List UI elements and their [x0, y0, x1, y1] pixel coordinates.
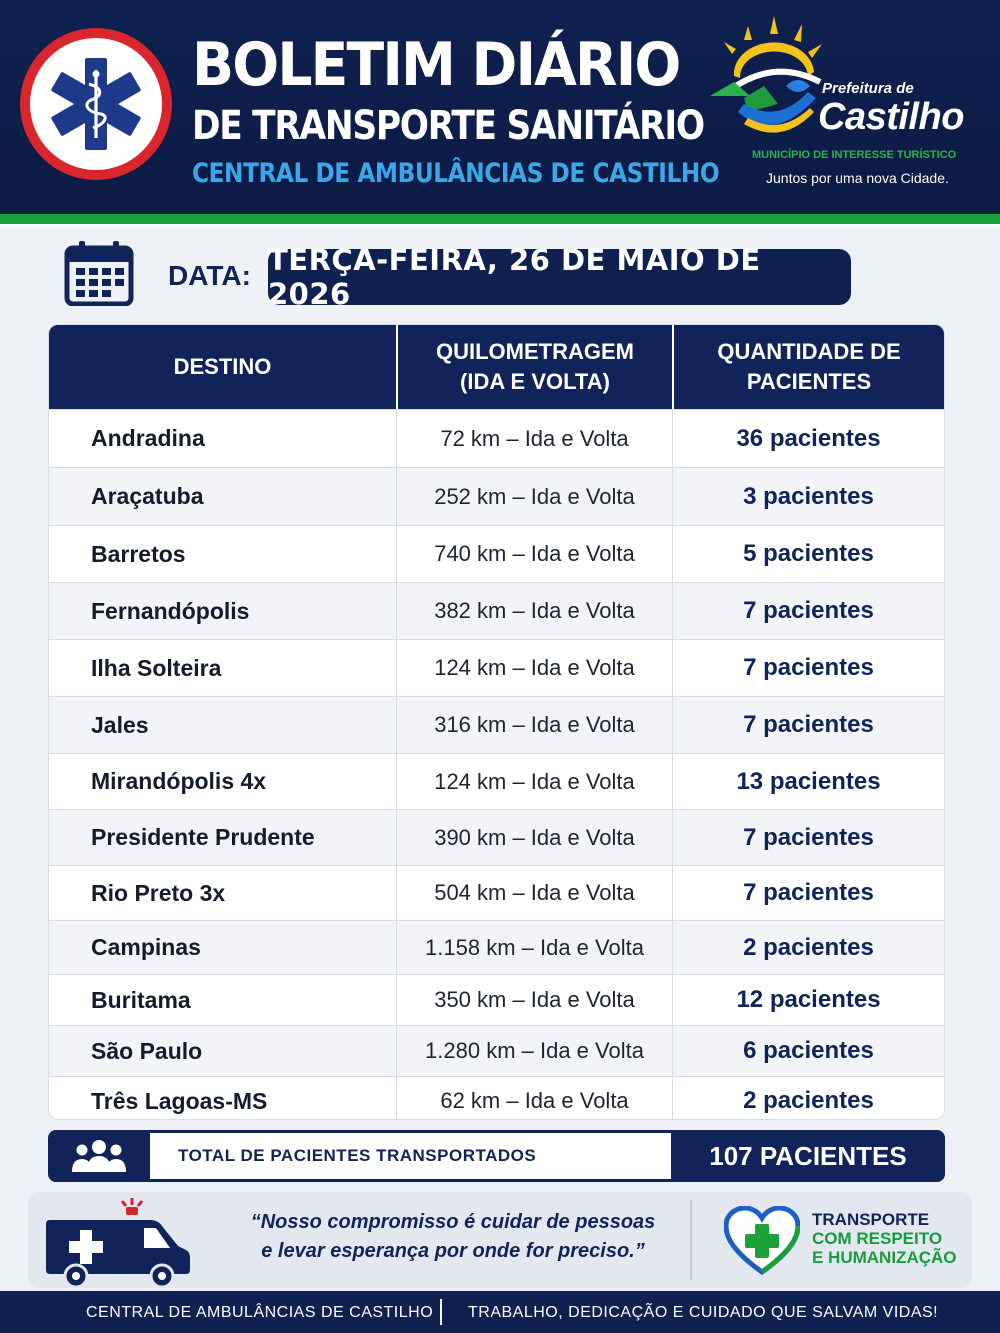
cell-pacientes: 12 pacientes [672, 975, 944, 1025]
heart-cross-icon [724, 1206, 800, 1276]
table-header [49, 325, 944, 409]
table-row [49, 525, 944, 582]
table-row [49, 1025, 944, 1076]
column-header-pacientes: QUANTIDADE DE PACIENTES [672, 325, 944, 409]
cell-quilometragem: 1.158 km – Ida e Volta [396, 921, 672, 974]
header-white-stripe [0, 224, 1000, 227]
calendar-icon [64, 240, 134, 306]
prefeitura-logo [704, 12, 994, 202]
cell-pacientes: 2 pacientes [672, 921, 944, 974]
logo-castilho: Castilho [818, 96, 964, 138]
header [0, 0, 1000, 214]
table-row [49, 809, 944, 865]
cell-quilometragem: 382 km – Ida e Volta [396, 583, 672, 639]
date-label: DATA: [168, 260, 251, 291]
page-title: BOLETIM DIÁRIO [192, 30, 680, 100]
people-group-icon [71, 1138, 127, 1174]
quote-line-2: e levar esperança por onde for preciso.” [261, 1240, 645, 1262]
footer-left-text: CENTRAL DE AMBULÂNCIAS DE CASTILHO [86, 1304, 434, 1321]
cell-destino: Barretos [91, 540, 186, 567]
star-of-life-badge [20, 28, 172, 180]
cell-destino: Três Lagoas-MS [91, 1087, 268, 1114]
cell-pacientes: 2 pacientes [672, 1077, 944, 1120]
cell-destino: São Paulo [91, 1037, 203, 1064]
footer-banner [28, 1192, 972, 1288]
cell-destino: Jales [91, 711, 149, 738]
logo-slogan: Juntos por uma nova Cidade. [766, 170, 949, 186]
cell-pacientes: 7 pacientes [672, 583, 944, 639]
table-row [49, 409, 944, 467]
cell-destino: Andradina [91, 425, 205, 451]
cell-quilometragem: 390 km – Ida e Volta [396, 810, 672, 865]
star-of-life-icon [40, 48, 152, 160]
cell-quilometragem: 1.280 km – Ida e Volta [396, 1026, 672, 1076]
castilho-logo-icon [704, 12, 834, 142]
table-row [49, 1076, 944, 1120]
table-row [49, 639, 944, 696]
total-label: TOTAL DE PACIENTES TRANSPORTADOS [150, 1130, 671, 1182]
cell-pacientes: 7 pacientes [672, 866, 944, 920]
table-row [49, 753, 944, 809]
cell-quilometragem: 124 km – Ida e Volta [396, 640, 672, 696]
table-body [49, 409, 944, 1120]
cell-quilometragem: 62 km – Ida e Volta [396, 1077, 672, 1120]
page-subtitle: DE TRANSPORTE SANITÁRIO [192, 103, 704, 149]
cell-quilometragem: 316 km – Ida e Volta [396, 697, 672, 753]
cell-destino: Presidente Prudente [91, 824, 315, 850]
tagline-line-1: TRANSPORTE [812, 1210, 930, 1229]
cell-destino: Campinas [91, 934, 201, 960]
central-name: CENTRAL DE AMBULÂNCIAS DE CASTILHO [192, 158, 720, 189]
cell-quilometragem: 350 km – Ida e Volta [396, 975, 672, 1025]
cell-destino: Ilha Solteira [91, 654, 222, 681]
cell-pacientes: 5 pacientes [672, 526, 944, 582]
table-row [49, 974, 944, 1025]
cell-pacientes: 6 pacientes [672, 1026, 944, 1076]
cell-quilometragem: 72 km – Ida e Volta [396, 410, 672, 467]
total-bar [48, 1130, 945, 1182]
total-value: 107 PACIENTES [709, 1140, 907, 1171]
cell-pacientes: 3 pacientes [672, 468, 944, 525]
ambulance-icon [46, 1196, 196, 1286]
cell-pacientes: 7 pacientes [672, 810, 944, 865]
transport-table [48, 324, 945, 1120]
date-value: TERÇA-FEIRA, 26 DE MAIO DE 2026 [268, 249, 851, 305]
column-header-quilometragem: QUILOMETRAGEM (IDA E VOLTA) [396, 325, 672, 409]
cell-destino: Buritama [91, 986, 191, 1013]
cell-destino: Araçatuba [91, 483, 204, 509]
tagline-line-3: E HUMANIZAÇÃO [812, 1248, 957, 1267]
table-row [49, 696, 944, 753]
cell-quilometragem: 740 km – Ida e Volta [396, 526, 672, 582]
cell-pacientes: 7 pacientes [672, 697, 944, 753]
header-green-stripe [0, 214, 1000, 224]
footer-right-text: TRABALHO, DEDICAÇÃO E CUIDADO QUE SALVAM VIDAS! [468, 1304, 939, 1321]
cell-pacientes: 13 pacientes [672, 754, 944, 809]
cell-pacientes: 7 pacientes [672, 640, 944, 696]
banner-quote [218, 1208, 688, 1266]
logo-prefeitura: Prefeitura de [822, 80, 914, 97]
cell-quilometragem: 124 km – Ida e Volta [396, 754, 672, 809]
table-row [49, 920, 944, 974]
cell-quilometragem: 252 km – Ida e Volta [396, 468, 672, 525]
logo-municipio: MUNICÍPIO DE INTERESSE TURÍSTICO [752, 149, 957, 161]
cell-quilometragem: 504 km – Ida e Volta [396, 866, 672, 920]
quote-line-1: “Nosso compromisso é cuidar de pessoas [250, 1211, 656, 1233]
table-row [49, 467, 944, 525]
title-block [192, 30, 720, 194]
bottom-bar [0, 1291, 1000, 1333]
column-header-destino: DESTINO [173, 354, 272, 379]
tagline-line-2: COM RESPEITO [812, 1229, 943, 1248]
cell-pacientes: 36 pacientes [672, 410, 944, 467]
table-row [49, 582, 944, 639]
banner-tagline [812, 1210, 957, 1267]
banner-divider [690, 1200, 692, 1280]
cell-destino: Rio Preto 3x [91, 879, 226, 906]
cell-destino: Mirandópolis 4x [91, 768, 267, 794]
footer-divider [440, 1299, 442, 1325]
table-row [49, 865, 944, 920]
cell-destino: Fernandópolis [91, 597, 250, 624]
